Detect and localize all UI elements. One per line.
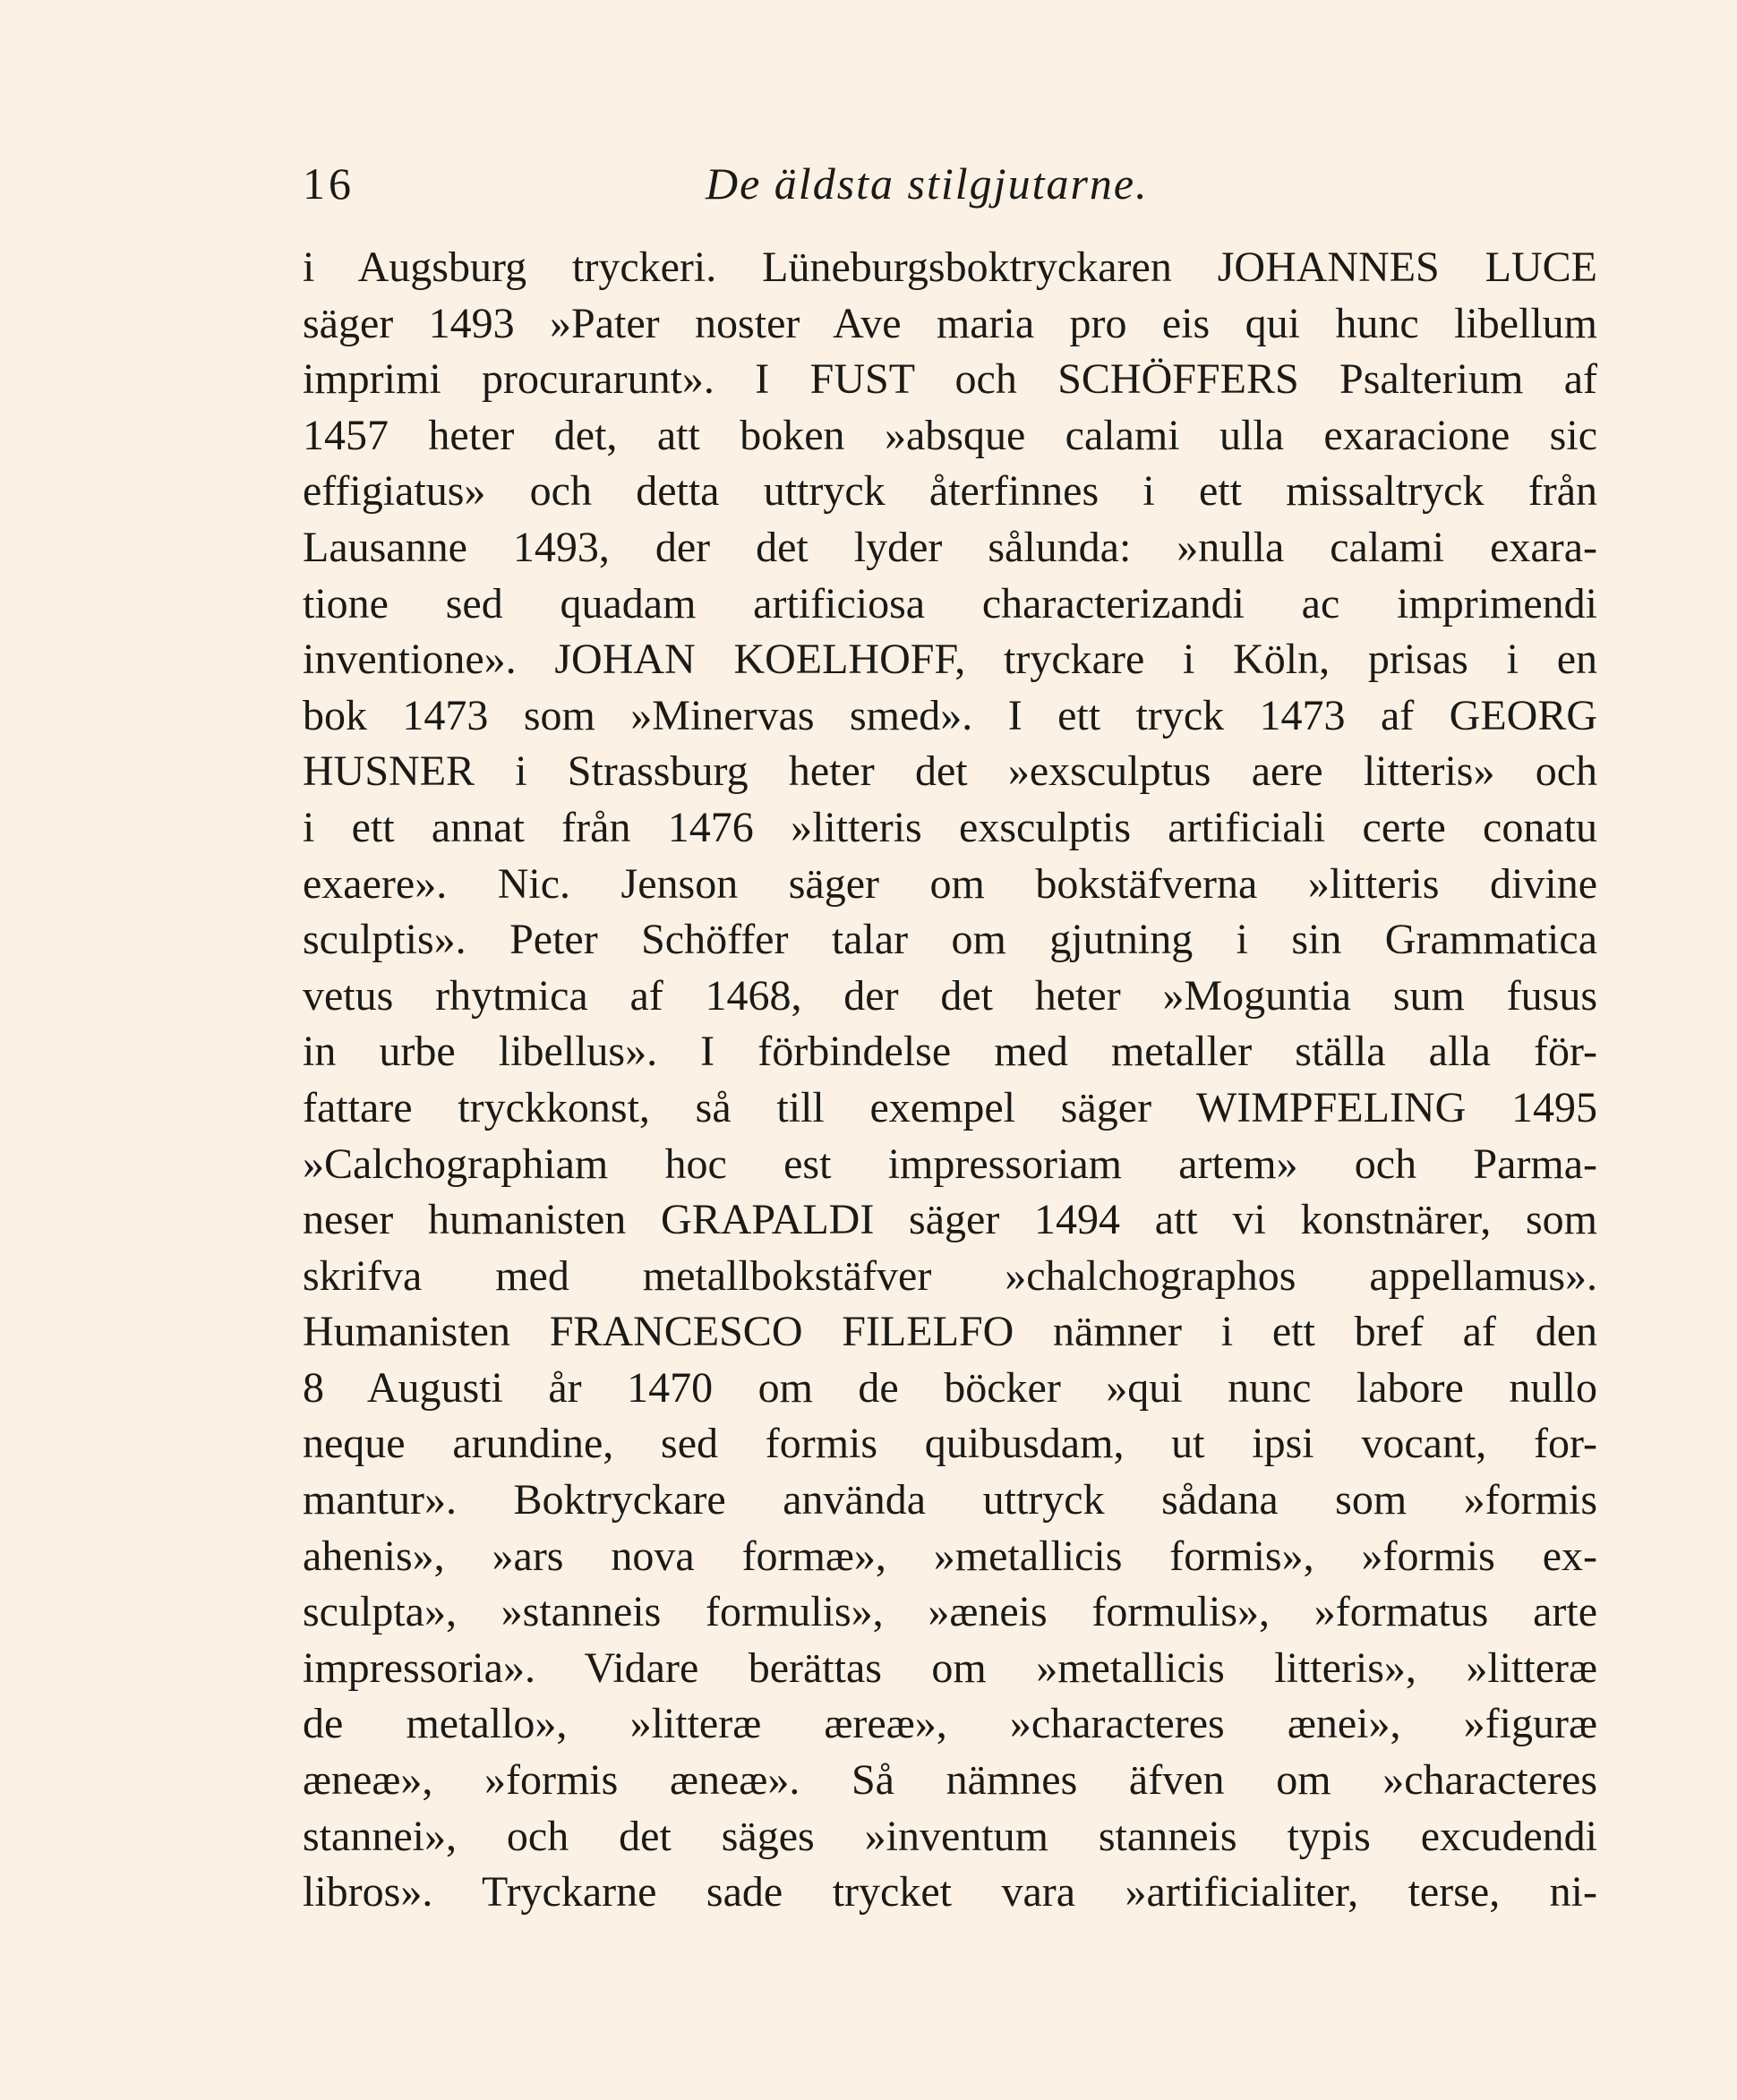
text-line: sculpta», »stanneis formulis», »æneis formulis», »formatus arte	[303, 1588, 1597, 1636]
text-line: ahenis», »ars nova formæ», »metallicis formis», »formis ex-	[303, 1532, 1597, 1580]
running-title: De äldsta stilgjutarne.	[706, 158, 1149, 209]
text-line: HUSNER i Strassburg heter det »exsculptus aere litteris» och	[303, 747, 1597, 796]
page-header	[303, 150, 1597, 240]
book-page	[303, 150, 1597, 1921]
text-line: libros». Tryckarne sade trycket vara »artificialiter, terse, ni-	[303, 1868, 1597, 1916]
text-line: tione sed quadam artificiosa characterizandi ac imprimendi	[303, 579, 1597, 627]
text-line: inventione». JOHAN KOELHOFF, tryckare i Köln, prisas i en	[303, 636, 1597, 684]
page-number: 16	[303, 158, 355, 209]
text-line: 8 Augusti år 1470 om de böcker »qui nunc labore nullo	[303, 1363, 1597, 1412]
text-line: sculptis». Peter Schöffer talar om gjutning i sin Grammatica	[303, 916, 1597, 964]
text-line: imprimi procurarunt». I FUST och SCHÖFFERS Psalterium af	[303, 355, 1597, 404]
text-line: bok 1473 som »Minervas smed». I ett tryck 1473 af GEORG	[303, 691, 1597, 739]
text-line: fattare tryckkonst, så till exempel säger WIMPFELING 1495	[303, 1083, 1597, 1131]
text-line: impressoria». Vidare berättas om »metallicis litteris», »litteræ	[303, 1643, 1597, 1692]
text-line: säger 1493 »Pater noster Ave maria pro eis qui hunc libellum	[303, 299, 1597, 347]
text-line: in urbe libellus». I förbindelse med metaller ställa alla för-	[303, 1028, 1597, 1076]
text-line: neque arundine, sed formis quibusdam, ut ipsi vocant, for-	[303, 1420, 1597, 1468]
text-line: Humanisten FRANCESCO FILELFO nämner i ett bref af den	[303, 1308, 1597, 1356]
text-line: skrifva med metallbokstäfver »chalchographos appellamus».	[303, 1251, 1597, 1300]
text-line: stannei», och det säges »inventum stanneis typis excudendi	[303, 1812, 1597, 1860]
text-line: i ett annat från 1476 »litteris exsculptis artificiali certe conatu	[303, 803, 1597, 851]
text-line: 1457 heter det, att boken »absque calami ulla exaracione sic	[303, 411, 1597, 459]
text-line: neser humanisten GRAPALDI säger 1494 att vi konstnärer, som	[303, 1196, 1597, 1244]
text-line: æneæ», »formis æneæ». Så nämnes äfven om »characteres	[303, 1756, 1597, 1805]
text-line: Lausanne 1493, der det lyder sålunda: »nulla calami exara-	[303, 523, 1597, 571]
text-line: mantur». Boktryckare använda uttryck sådana som »formis	[303, 1476, 1597, 1524]
text-line: »Calchographiam hoc est impressoriam artem» och Parma-	[303, 1140, 1597, 1188]
text-line: effigiatus» och detta uttryck återfinnes i ett missaltryck från	[303, 467, 1597, 516]
body-text	[303, 240, 1597, 1921]
text-line: exaere». Nic. Jenson säger om bokstäfverna »litteris divine	[303, 859, 1597, 908]
text-line: de metallo», »litteræ æreæ», »characteres ænei», »figuræ	[303, 1700, 1597, 1748]
text-line: vetus rhytmica af 1468, der det heter »Moguntia sum fusus	[303, 971, 1597, 1020]
text-line: i Augsburg tryckeri. Lüneburgsboktryckaren JOHANNES LUCE	[303, 243, 1597, 291]
